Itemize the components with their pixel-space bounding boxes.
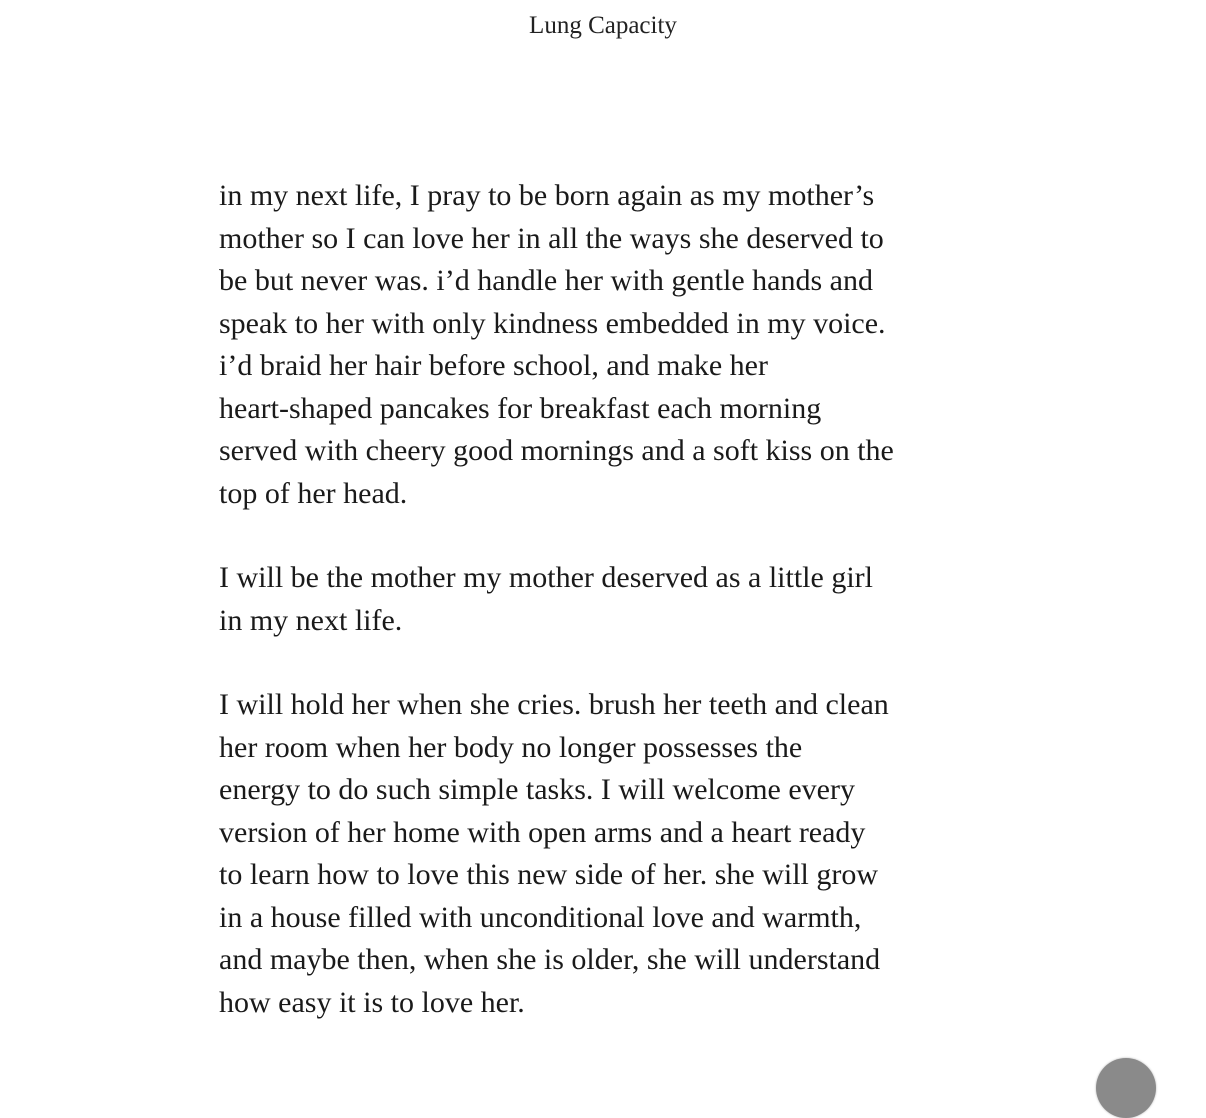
- poem-line: i’d braid her hair before school, and make her: [219, 349, 768, 382]
- poem-body: [219, 175, 1019, 1024]
- poem-line: in a house filled with unconditional love and warmth,: [219, 900, 862, 934]
- poem-line: how easy it is to love her.: [219, 985, 525, 1019]
- poem-line: energy to do such simple tasks. I will welcome every: [219, 773, 855, 806]
- poem-line: version of her home with open arms and a heart ready: [219, 815, 866, 849]
- poem-line: heart-shaped pancakes for breakfast each morning: [219, 391, 822, 425]
- floating-action-button[interactable]: [1096, 1058, 1156, 1118]
- poem-line: speak to her with only kindness embedded in my voice.: [219, 306, 886, 340]
- poem-line: in my next life.: [219, 603, 403, 637]
- poem-line: and maybe then, when she is older, she will understand: [219, 943, 881, 976]
- poem-line: mother so I can love her in all the ways she deserved to: [219, 221, 884, 255]
- poem-line: her room when her body no longer possesses the: [219, 730, 803, 764]
- poem-line: to learn how to love this new side of her. she will grow: [219, 858, 879, 891]
- stanza-3: [219, 684, 1019, 1024]
- poem-line: I will hold her when she cries. brush her teeth and clean: [219, 688, 889, 721]
- stanza-1: [219, 175, 1019, 515]
- stanza-2: [219, 557, 1019, 642]
- poem-line: top of her head.: [219, 476, 408, 510]
- poem-line: be but never was. i’d handle her with gentle hands and: [219, 264, 873, 297]
- poem-line: served with cheery good mornings and a soft kiss on the: [219, 434, 894, 467]
- poem-line: I will be the mother my mother deserved as a little girl: [219, 561, 873, 594]
- poem-line: in my next life, I pray to be born again as my mother’s: [219, 179, 875, 212]
- page-title: Lung Capacity: [529, 12, 677, 39]
